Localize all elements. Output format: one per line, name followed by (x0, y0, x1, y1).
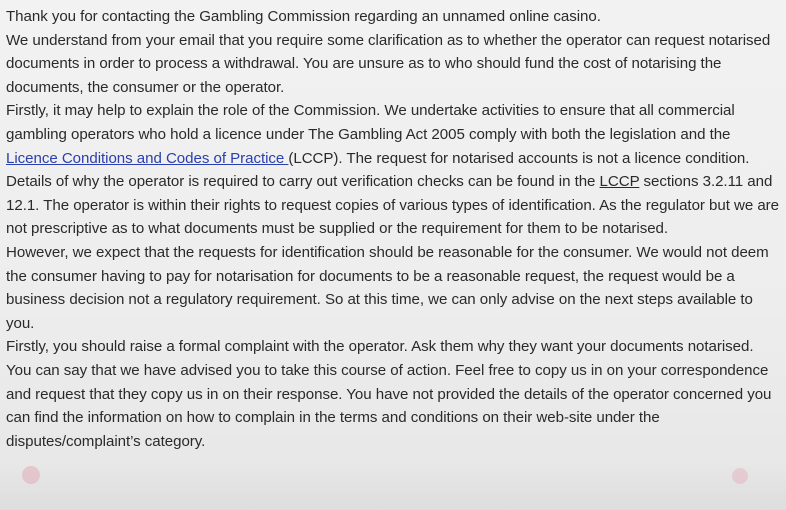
paragraph-greeting: Thank you for contacting the Gambling Commission regarding an unnamed online casino. (6, 8, 601, 25)
paragraph-verification (6, 170, 782, 241)
commission-role-text-2: (LCCP). The request for notarised accounts is not a licence condition. (288, 149, 750, 167)
commission-role-text-1: Firstly, it may help to explain the role of the Commission. We undertake activities to ensure that all commercial gambling operators who hold a licence under The Gambling Act 2005 comply with both the legislation and the (6, 102, 735, 143)
paragraph-commission-role (6, 99, 782, 170)
verification-text-1: Details of why the operator is required to carry out verification checks can be found in the (6, 173, 600, 191)
paragraph-next-steps: Firstly, you should raise a formal complaint with the operator. Ask them why they want your documents notarised. You can say that we have advised you to take this course of action. Feel free to copy us in on your correspondence and request that they copy us in on their response. You have not provided the details of the operator concerned you can find the information on how to complain in the terms and conditions on their web-site under the disputes/complaint’s category. (6, 338, 772, 450)
lccp-link[interactable]: Licence Conditions and Codes of Practice (6, 149, 289, 167)
paragraph-expectations: However, we expect that the requests for identification should be reasonable for the consumer. We would not deem the consumer having to pay for notarisation for documents to be a reasonable request, the request would be a business decision not a regulatory requirement. So at this time, we can only advise on the next steps available to you. (6, 243, 769, 332)
verification-text-2: sections 3.2.11 and 12.1. The operator is within their rights to request copies of various types of identification. As the regulator but we are not prescriptive as to what documents must be supplied or the requirement for them to be notarised. (6, 173, 780, 238)
lccp-reference: LCCP (599, 173, 640, 191)
paragraph-understanding: We understand from your email that you require some clarification as to whether the operator can request notarised documents in order to process a withdrawal. You are unsure as to who should fund the cost of notarising the documents, the consumer or the operator. (6, 31, 771, 96)
